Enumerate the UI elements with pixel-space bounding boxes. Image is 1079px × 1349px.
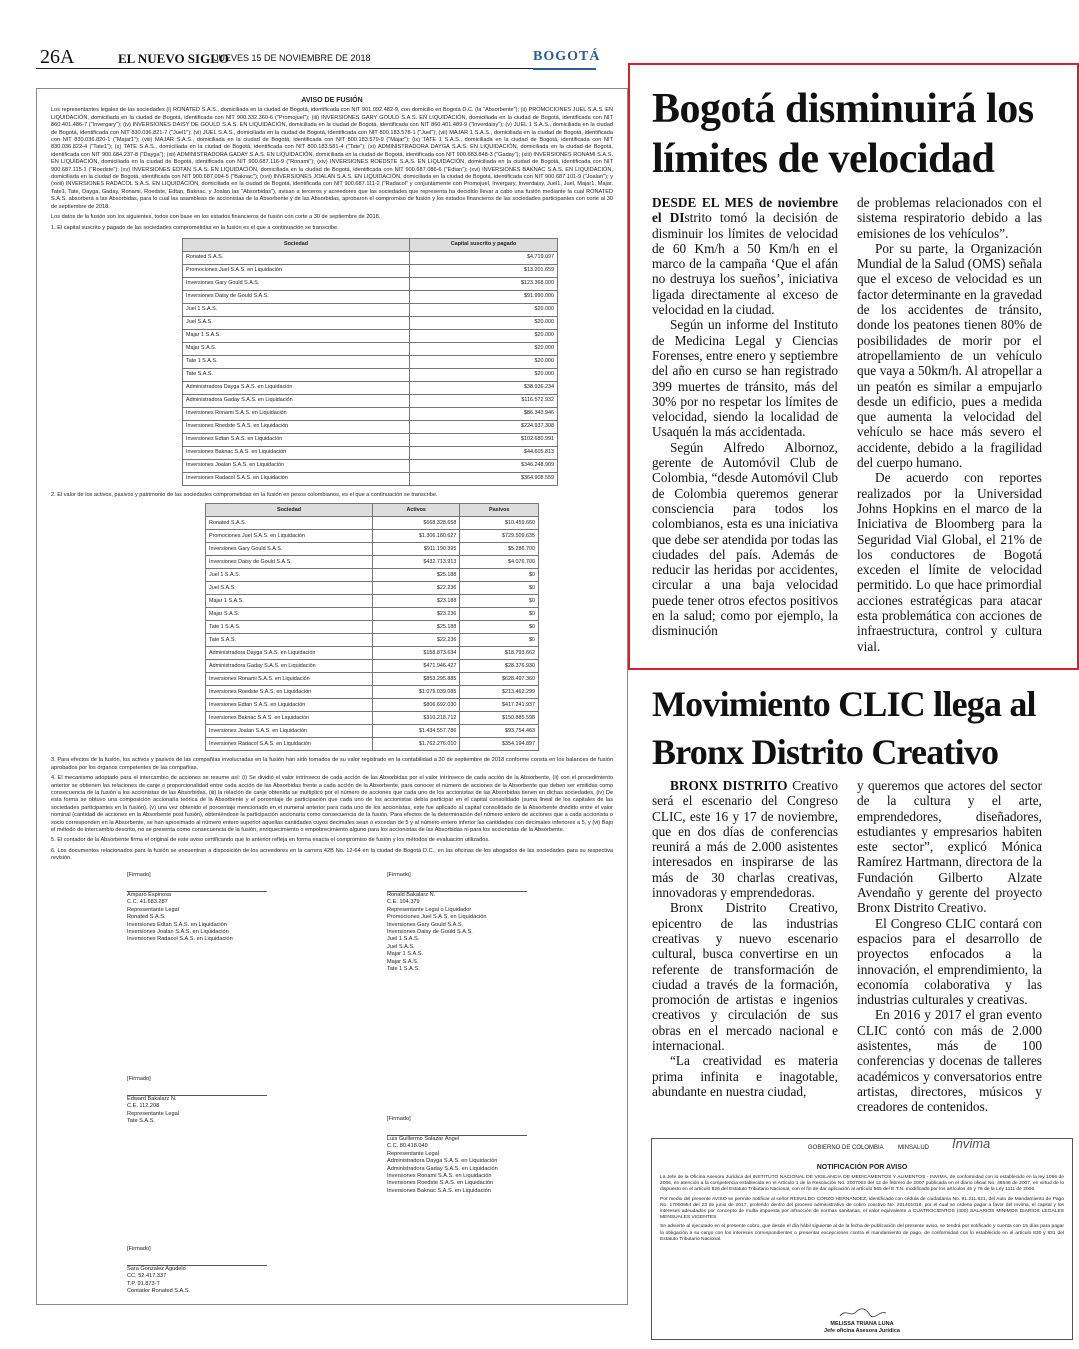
- article1-para: Según Alfredo Albornoz, gerente de Automóvil Club de Colombia, “desde Automóvil Club de Colombia queremos generar consciencia para todos los colombianos, esta es una iniciativa que debe ser atendida por todas las ciudades del país. Además de reducir las heridas por accidentes, circular a una baja velocidad puede tener otros efectos positivos en la salud; como por ejemplo, la disminución: [652, 439, 838, 639]
- newspaper-name: EL NUEVO SIGLO: [118, 51, 229, 66]
- value-cell: $150.885.598: [460, 712, 539, 725]
- article2-headline: Movimiento CLIC llega al Bronx Distrito Creativo: [652, 684, 1036, 772]
- value-cell: $13.201.659: [410, 264, 558, 277]
- value-cell: $28.376.930: [460, 660, 539, 673]
- ad-body: [660, 1175, 1064, 1243]
- company-cell: Inversiones Baknac S.A.S. en Liquidación: [206, 712, 373, 725]
- signature-text: Juel S.A.S.: [387, 943, 415, 950]
- value-cell: $86.343.946: [410, 407, 558, 420]
- signed-mark: [Firmado]: [387, 1115, 411, 1122]
- value-cell: $10.459.660: [460, 517, 539, 530]
- section-underline: [533, 68, 596, 70]
- notice-intro: Los representantes legales de las sociedades (i) RONATED S.A.S., domiciliada en la ciudad de Bogotá, identificada con NIT 901.092.482-9, con domicilio en Bogotá D.C. (la "Absorbente"); (ii) PROMOCIONES JUEL S.A.S. EN LIQUIDACIÓN, domiciliada en la ciudad de Bogotá, identificada con NIT 900.332.360-6 ("Promojuel"); (iii) INVERSIONES GARY GOULD S.A.S. EN LIQUIDACIÓN, domiciliada en la ciudad de Bogotá, identificada con NIT 860.401.486-7 ("Invergary"); (iv) INVERSIONES DAISY DE GOULD S.A.S. EN LIQUIDACIÓN, domiciliada en la ciudad de Bogotá, identificada con NIT 860.401.489-9 ("Inverdaisy"); (v) JUEL 1 S.A.S., domiciliada en la ciudad de Bogotá, identificada con NIT 830.036.821-7 ("Juel1"); (vi) JUEL S.A.S., domiciliada en la ciudad de Bogotá, identificada con NIT 800.183.578-1 ("Juel"); (vii) MAJAR 1 S.A.S., domiciliada en la ciudad de Bogotá, identificada con NIT 830.036.820-1 ("Majar1"); (viii) MAJAR S.A.S., domiciliada en la ciudad de Bogotá, identificada con NIT 800.183.579-9 ("Majar"); (ix) TATE 1 S.A.S., domiciliada en la ciudad de Bogotá, identificada con NIT 830.036.822-4 ("Tate1"); (x) TATE S.A.S., domiciliada en la ciudad de Bogotá, identificada con NIT 800.183.581-4 ("Tate"); (xi) ADMINISTRADORA DAYGA S.A.S. EN LIQUIDACIÓN, domiciliada en la ciudad de Bogotá, identificada con NIT 900.684.237-8 ("Dayga"); (xii) ADMINISTRADORA GADAY S.A.S. EN LIQUIDACIÓN, domiciliada en la ciudad de Bogotá, identificada con NIT 900.683.848-3 ("Gaday"); (xiii) INVERSIONES RONAMI S.A.S. EN LIQUIDACIÓN, domiciliada en la ciudad de Bogotá, identificada con NIT 900.687.116-9 ("Ronami"); (xiv) INVERSIONES ROEDSTE S.A.S. EN LIQUIDACIÓN, domiciliada en la ciudad de Bogotá, identificada con NIT 900.687.115-1 ("Roedste"); (xv) INVERSIONES EDTAN S.A.S. EN LIQUIDACIÓN, domiciliada en la ciudad de Bogotá, identificada con NIT 900.687.086-6 ("Edtan"); (xvi) INVERSIONES BAKNAC S.A.S. EN LIQUIDACIÓN, domiciliada en la ciudad de Bogotá, identificada con NIT 900.687.094-5 ("Baknac"); (xvii) INVERSIONES JOALAN S.A.S. EN LIQUIDACIÓN, domiciliada en la ciudad de Bogotá, identificada con NIT 900.687.101-9 ("Joalan"); y (xviii) INVERSIONES RADACOL S.A.S. EN LIQUIDACIÓN, domiciliada en la ciudad de Bogotá, identificada con NIT 900.687.111-2 ("Radacol" y conjuntamente con Promojuel, Invergary, Inverdaisy, Juel1, Juel, Majar1, Majar, Tate1, Tate, Dayga, Gaday, Ronami, Roedste, Edtan, Baknac, y Joalan las "Absorbidas"), avisan a terceros y acreedores que las sociedades que representa ha decidido llevar a cabo una fusión mediante la cual RONATED S.A.S. absorberá a las Absorbidas, para lo cual las asambleas de accionistas de la Absorbente y de las Absorbidas, aprobaron el compromiso de fusión y los estados financieros de las sociedades participantes con corte al 30 de septiembre de 2018.: [51, 107, 613, 210]
- company-cell: Inversiones Ronami S.A.S. en Liquidación: [206, 673, 373, 686]
- signature-text: Administradora Dayga S.A.S. en Liquidación: [387, 1158, 498, 1165]
- table-row: [183, 355, 558, 368]
- value-cell: $1.434.557.786: [373, 725, 460, 738]
- article1-para: Por su parte, la Organización Mundial de la Salud (OMS) señala que el exceso de velocidad es un factor determinante en la gravedad de los accidentes de tránsito, donde los peatones tienen 80% de posibilidades de morir por el atropellamiento de un vehículo que vaya a 50km/h. Al atropellar a un peatón es similar a empujarlo desde un edificio, pues a medida que aumenta la velocidad del vehículo se hace más severo el accidente, debido a la fragilidad del cuerpo humano.: [857, 240, 1043, 471]
- signed-mark: [Firmado]: [387, 871, 411, 878]
- fusion-notice: [36, 88, 628, 1305]
- table-row: [206, 673, 539, 686]
- value-cell: $20.000: [410, 355, 558, 368]
- value-cell: $116.572.932: [410, 394, 558, 407]
- signature-text: Inversiones Edtan S.A.S. en Liquidación: [127, 921, 227, 928]
- value-cell: $93.754.463: [460, 725, 539, 738]
- signature-text: Sara Gonzalez Agudelo: [127, 1266, 186, 1272]
- table-row: [206, 543, 539, 556]
- company-cell: Majar S.A.S.: [183, 342, 410, 355]
- table-row: [183, 420, 558, 433]
- table-row: [183, 277, 558, 290]
- table-header: Sociedad: [206, 504, 373, 517]
- value-cell: $20.000: [410, 316, 558, 329]
- signature-text: Inversiones Radacol S.A.S. en Liquidación: [127, 936, 233, 943]
- value-cell: $0: [460, 608, 539, 621]
- company-cell: Inversiones Joalan S.A.S. en Liquidación: [183, 459, 410, 472]
- article2-lead: BRONX DISTRITO: [670, 778, 788, 793]
- table-header: Pasivos: [460, 504, 539, 517]
- signature-text: T.P. 91.873-T: [127, 1280, 160, 1287]
- signature-text: Ronated S.A.S.: [127, 914, 166, 921]
- value-cell: $23.188: [373, 595, 460, 608]
- article2-col2: [857, 778, 1042, 1115]
- logo-strip: [802, 1136, 1062, 1161]
- article2-col1: [652, 778, 838, 1099]
- article1-para: Según un informe del Instituto de Medicina Legal y Ciencias Forenses, entre enero y septiembre del año en curso se han registrado 399 muertes de tránsito, más del 30% por no respetar los límites de velocidad, siendo la localidad de Usaquén la más accidentada.: [652, 317, 838, 440]
- article2-para: “La creatividad es materia prima infinita e inagotable, abundante en nuestra ciudad,: [652, 1053, 838, 1099]
- notice-item-5: 5. El contador de la Absorbente firma el original de este aviso certificando que lo anterior refleja en forma exacta el compromiso de fusión y los métodos de evaluación utilizados.: [51, 837, 490, 844]
- notice-item-1: 1. El capital suscrito y pagado de las sociedades comprometidas en la fusión es el que a continuación se transcribe.: [51, 224, 339, 231]
- signature-text: Representante Legal: [127, 1110, 179, 1117]
- table-row: [183, 407, 558, 420]
- value-cell: $20.000: [410, 368, 558, 381]
- notice-item-3: 3. Para efectos de la fusión, los activos y pasivos de las compañías involucradas en la fusión han sido tomados de su valor registrado en la contabilidad a 30 de septiembre de 2018 conforme consta en los balances de fusión aprobados por los órganos competentes de las compañías.: [51, 757, 613, 771]
- company-cell: Inversiones Edtan S.A.S. en Liquidación: [183, 433, 410, 446]
- table-row: [183, 472, 558, 485]
- value-cell: $20.000: [410, 342, 558, 355]
- company-cell: Ronated S.A.S.: [183, 251, 410, 264]
- value-cell: $20.000: [410, 303, 558, 316]
- value-cell: $668.328.658: [373, 517, 460, 530]
- value-cell: $0: [460, 595, 539, 608]
- value-cell: $4.076.700: [460, 556, 539, 569]
- value-cell: $1.079.039.085: [373, 686, 460, 699]
- company-cell: Majar 1 S.A.S.: [206, 595, 373, 608]
- company-cell: Promociones Juel S.A.S. en Liquidación: [206, 530, 373, 543]
- value-cell: $0: [460, 582, 539, 595]
- value-cell: $123.368.000: [410, 277, 558, 290]
- value-cell: $158.873.634: [373, 647, 460, 660]
- invima-notice: [651, 1138, 1073, 1340]
- assets-table: [205, 503, 539, 751]
- table-row: [206, 569, 539, 582]
- value-cell: $25.188: [373, 569, 460, 582]
- value-cell: $806.692.030: [373, 699, 460, 712]
- value-cell: $0: [460, 634, 539, 647]
- company-cell: Promociones Juel S.A.S. en Liquidación: [183, 264, 410, 277]
- value-cell: $1.306.180.627: [373, 530, 460, 543]
- signature-text: C.C. 80.418.049: [387, 1143, 428, 1150]
- signature-text: Inversiones Joalan S.A.S. en Liquidación: [127, 929, 229, 936]
- company-cell: Inversiones Gary Gould S.A.S.: [183, 277, 410, 290]
- ad-title: NOTIFICACIÓN POR AVISO: [816, 1164, 908, 1171]
- signature-text: Representante Legal: [127, 906, 179, 913]
- value-cell: $22.236: [373, 582, 460, 595]
- company-cell: Juel 1 S.A.S.: [183, 303, 410, 316]
- company-cell: Tate S.A.S.: [206, 634, 373, 647]
- table-header: Activos: [373, 504, 460, 517]
- notice-item-4: 4. El mecanismo adoptado para el intercambio de acciones se resume así: (i) Se dividió el valor intrínseco de cada acción de las Absorbidas por el valor intrínseco de cada acción de la Absorbente, (ii) con el procedimiento anterior se obtienen las relaciones de canje o proporcionalidad entre cada acción de las Absorbidas frente a cada acción de la Absorbente, para conocer el número de acciones de la Absorbente que deben ser emitidas como consecuencia de la fusión a los accionistas de las Absorbidas, (iii) la relación de canje obtenida se multiplicó por el número de acciones que cada uno de los accionistas de las Absorbidas tienen en dichas sociedades, (iv) De esta forma se obtuvo una composición accionaria teórica de la Absorbente y el porcentaje de participación que cada uno de los accionistas debía participar en el capital consolidado (suma lineal de los capitales de las sociedades participantes en la fusión), (v) una vez obtenido el porcentaje mencionado en el numeral anterior para cada uno de los accionistas, este fue aplicado al capital consolidado de la Absorbente dividido entre el valor nominal (cantidad de acciones en la Absorbente post fusión), obteniéndose la participación accionaria como consecuencia de la fusión. Para efectos de la determinación del número entero de acciones que a cada accionista o socio corresponden en la Absorbente, se han aproximado al número entero superior aquellas cantidades cuyos decimales sean o excedan de 5 y al número entero inferior las cantidades con decimales inferiores a 5, y (vi) Bajo el método de intercambio descrito, no se presenta como consecuencia de la fusión, enriquecimiento o empobrecimiento alguno para los accionistas de las Absorbidas ni para los accionistas de la Absorbente.: [51, 775, 613, 833]
- table-row: [206, 556, 539, 569]
- table-row: [206, 660, 539, 673]
- signature-text: C.E. 112.208: [127, 1103, 160, 1110]
- signature-icon: [838, 1307, 888, 1319]
- signer-name: MELISSA TRIANA LUNA: [830, 1321, 894, 1327]
- table-row: [206, 647, 539, 660]
- signature-text: Inversiones Ronami S.A.S. en Liquidación: [387, 1173, 492, 1180]
- article1-para: de problemas relacionados con el sistema respiratorio debido a las emisiones de los vehículos”.: [857, 195, 1042, 241]
- article2-para: y queremos que actores del sector de la cultura y el arte, emprendedores, diseñadores, estudiantes y empresarios habiten este sector”, explicó Mónica Ramírez Hartmann, directora de la Fundación Gilberto Alzate Avendaño y gerente del proyecto Bronx Distrito Creativo.: [857, 778, 1042, 916]
- company-cell: Tate S.A.S.: [183, 368, 410, 381]
- company-cell: Inversiones Ronami S.A.S. en Liquidación: [183, 407, 410, 420]
- table-row: [206, 517, 539, 530]
- company-cell: Inversiones Gary Gould S.A.S.: [206, 543, 373, 556]
- value-cell: $91.990.000: [410, 290, 558, 303]
- article2-para: BRONX DISTRITO Creativo será el escenario del Congreso CLIC, este 16 y 17 de noviembre, que en dos días de conferencias reunirá a más de 2.000 asistentes interesados en inspirarse de las más de 30 charlas creativas, innovadoras y emprendedoras.: [652, 778, 838, 901]
- table-row: [183, 459, 558, 472]
- table-row: [206, 530, 539, 543]
- signature-text: C.C. 41.683.287: [127, 899, 168, 906]
- company-cell: Inversiones Roedste S.A.S. en Liquidación: [183, 420, 410, 433]
- table-header: Capital suscrito y pagado: [410, 238, 558, 251]
- table-row: [183, 290, 558, 303]
- notice-item-6: 6. Los documentos relacionados para la fusión se encuentran a disposición de los acreedores en la carrera 42B No. 12-64 en la ciudad de Bogotá D.C., en las oficinas de los abogados de las sociedades para su respectiva revisión.: [51, 847, 613, 862]
- article1-col1: [652, 195, 838, 639]
- table-row: [183, 329, 558, 342]
- company-cell: Administradora Dayga S.A.S. en Liquidación: [183, 381, 410, 394]
- company-cell: Inversiones Daisy de Gould S.A.S.: [206, 556, 373, 569]
- value-cell: $911.190.395: [373, 543, 460, 556]
- company-cell: Inversiones Radacol S.A.S. en Liquidación: [206, 738, 373, 751]
- gobierno-logo: GOBIERNO DE COLOMBIA: [808, 1145, 884, 1151]
- value-cell: $20.000: [410, 329, 558, 342]
- ad-paragraph: Por medio del presente AVISO se permite notificar al señor REINALDO CORZO HERNANDEZ, identificado con cédula de ciudadanía No. 91.211.621, del Auto de Mandamiento de Pago No. 17000954 del 23 de junio de 2017, proferido dentro del proceso administrativo de cobro coactivo No. 201401018, por el cual se ordena pagar a favor del Invima, el capital y los intereses adeudados por concepto de multa impuesta por infracción de normas sanitarias, el valor equivalente a CUATROCIENTOS (400) SALARIOS MINIMOS DIARIOS LEGALES MENSUALES VIGENTES.: [660, 1196, 1064, 1221]
- signature-text: Representante Legal: [387, 1150, 439, 1157]
- table-row: [183, 394, 558, 407]
- table-row: [183, 342, 558, 355]
- value-cell: $354.194.897: [460, 738, 539, 751]
- value-cell: $224.937.308: [410, 420, 558, 433]
- signature-text: C.E. 104.379: [387, 899, 420, 906]
- table-row: [183, 433, 558, 446]
- signature-block: [387, 1116, 597, 1196]
- value-cell: $18.793.662: [460, 647, 539, 660]
- signature-text: Tate 1 S.A.S.: [387, 966, 420, 973]
- minsalud-logo: MINSALUD: [898, 1145, 930, 1151]
- table-row: [206, 725, 539, 738]
- company-cell: Inversiones Baknac S.A.S. en Liquidación: [183, 446, 410, 459]
- signature-block: [127, 1076, 337, 1126]
- company-cell: Inversiones Daisy de Gould S.A.S.: [183, 290, 410, 303]
- signature-text: Tate S.A.S.: [127, 1118, 155, 1125]
- company-cell: Inversiones Edtan S.A.S. en Liquidación: [206, 699, 373, 712]
- article1-lead: DESDE EL MES de noviembre el DI: [652, 195, 838, 226]
- company-cell: Inversiones Joalan S.A.S. en Liquidación: [206, 725, 373, 738]
- article2-para: En 2016 y 2017 el gran evento CLIC contó con más de 2.000 asistentes, más de 100 conferencias y docenas de talleres académicos y conversatorios entre artistas, directores, músicos y creadores de contenidos.: [857, 1007, 1042, 1115]
- signature-text: Contador Ronated S.A.S.: [127, 1288, 191, 1295]
- signature-text: Promociones Juel S.A.S. en Liquidación: [387, 914, 487, 921]
- value-cell: $4.719.097: [410, 251, 558, 264]
- article1-col2: [857, 195, 1042, 654]
- article1-para: De acuerdo con reportes realizados por la Universidad Johns Hopkins en el marco de la Iniciativa de Bloomberg para la Seguridad Vial Global, el 21% de los conductores de Bogotá exceden el límite de velocidad permitido. Lo que hace primordial acciones estratégicas para atacar esta problemática con acciones de infraestructura, control y cultura vial.: [857, 470, 1042, 654]
- table-row: [206, 686, 539, 699]
- signature-text: Inversiones Baknac S.A.S. en Liquidación: [387, 1187, 491, 1194]
- signature-block: [127, 872, 337, 944]
- table-row: [183, 316, 558, 329]
- company-cell: Juel S.A.S.: [206, 582, 373, 595]
- company-cell: Juel S.A.S.: [183, 316, 410, 329]
- value-cell: $5.286.700: [460, 543, 539, 556]
- value-cell: $102.680.991: [410, 433, 558, 446]
- value-cell: $346.248.909: [410, 459, 558, 472]
- signature-block: [127, 1246, 337, 1296]
- page-header: [36, 44, 601, 69]
- signature-text: Amparo Espinosa: [127, 892, 172, 898]
- signature-text: Inversiones Gary Gould S.A.S.: [387, 921, 464, 928]
- table-row: [183, 368, 558, 381]
- table-row: [206, 634, 539, 647]
- table-row: [206, 621, 539, 634]
- company-cell: Administradora Gaday S.A.S. en Liquidación: [206, 660, 373, 673]
- value-cell: $0: [460, 621, 539, 634]
- article2-para: Bronx Distrito Creativo, epicentro de las industrias creativas y nuevo escenario cultural, busca convertirse en un referente de transformación de ciudad a través de la formación, promoción de artistas e ingenios creativos y circulación de sus obras en el mercado nacional e internacional.: [652, 900, 838, 1054]
- value-cell: $417.241.937: [460, 699, 539, 712]
- company-cell: Juel 1 S.A.S.: [206, 569, 373, 582]
- signature-text: Edward Bakalarz N.: [127, 1096, 177, 1102]
- value-cell: $364.908.559: [410, 472, 558, 485]
- company-cell: Inversiones Roedste S.A.S. en Liquidación: [206, 686, 373, 699]
- signed-mark: [Firmado]: [127, 1075, 151, 1082]
- signature-text: Representante Legal o Liquidador: [387, 906, 472, 913]
- company-cell: Administradora Gaday S.A.S. en Liquidación: [183, 394, 410, 407]
- value-cell: $23.236: [373, 608, 460, 621]
- notice-data-intro: Los datos de la fusión son los siguientes, todos con base en los estados financieros de fusión con corte a 30 de septiembre de 2018.: [51, 214, 381, 221]
- signer-position: Jefe oficina Asesora Jurídica: [824, 1328, 900, 1334]
- company-cell: Administradora Dayga S.A.S. en Liquidación: [206, 647, 373, 660]
- table-row: [183, 303, 558, 316]
- invima-logo: Invima: [952, 1136, 991, 1151]
- value-cell: $22.236: [373, 634, 460, 647]
- signed-mark: [Firmado]: [127, 871, 151, 878]
- company-cell: Inversiones Radacol S.A.S. en Liquidación: [183, 472, 410, 485]
- signature-block: [387, 872, 597, 974]
- signature-text: Majar 1 S.A.S.: [387, 951, 424, 958]
- company-cell: Tate 1 S.A.S.: [206, 621, 373, 634]
- table-row: [183, 446, 558, 459]
- value-cell: $1.762.276.010: [373, 738, 460, 751]
- notice-title: AVISO DE FUSIÓN: [301, 97, 363, 104]
- value-cell: $0: [460, 569, 539, 582]
- table-header: Sociedad: [183, 238, 410, 251]
- value-cell: $25.188: [373, 621, 460, 634]
- page-number: 26A: [40, 46, 75, 68]
- article2-para: El Congreso CLIC contará con espacios para el desarrollo de proyectos enfocados a la innovación, el emprendimiento, la economía colaborativa y las industrias culturales y creativas.: [857, 915, 1042, 1008]
- table-row: [206, 582, 539, 595]
- company-cell: Majar S.A.S.: [206, 608, 373, 621]
- article1-headline: Bogotá disminuirá los límites de velocidad: [652, 86, 1034, 182]
- article1-para: DESDE EL MES de noviembre el DIstrito tomó la decisión de disminuir los límites de velocidad de 60 Km/h a 50 Km/h en el marco de la campaña ‘Que el afán no destruya los sueños’, iniciativa ligada directamente al exceso de velocidad en la ciudad.: [652, 195, 838, 318]
- company-cell: Majar 1 S.A.S.: [183, 329, 410, 342]
- table-row: [183, 251, 558, 264]
- signature-text: Luis Guillermo Salazar Ángel: [387, 1136, 460, 1142]
- ad-paragraph: Se advierte al ejecutado en el presente cobro, que desde el día hábil siguiente al de la fecha de publicación del presente aviso, se tendrá por notificado y cuenta con 15 días para pagar la obligación a su cargo con los intereses correspondientes o presentar excepciones contra el mandamiento de pago, de conformidad con lo establecido en el artículo 830 y 831 del Estatuto Tributario Nacional.: [660, 1224, 1064, 1242]
- value-cell: $471.946.427: [373, 660, 460, 673]
- table-row: [206, 738, 539, 751]
- signatures: [37, 866, 627, 1305]
- signature-text: Juel 1 S.A.S.: [387, 936, 420, 943]
- value-cell: $213.462.299: [460, 686, 539, 699]
- table-row: [206, 608, 539, 621]
- signature-text: CC. 52.417.337: [127, 1273, 167, 1280]
- company-cell: Ronated S.A.S.: [206, 517, 373, 530]
- signed-mark: [Firmado]: [127, 1245, 151, 1252]
- table-row: [183, 381, 558, 394]
- notice-item-2: 2. El valor de los activos, pasivos y patrimonio de las sociedades comprometidas en la fusión en pesos colombianos, es el que a continuación se transcribe.: [51, 491, 438, 498]
- table-row: [206, 699, 539, 712]
- signature-text: Ronald Bakalarz N.: [387, 892, 436, 898]
- signature-text: Administradora Gaday S.A.S. en Liquidación: [387, 1165, 498, 1172]
- company-cell: Tate 1 S.A.S.: [183, 355, 410, 368]
- signature-text: Inversiones Roedste S.A.S. en Liquidación: [387, 1180, 494, 1187]
- ad-paragraph: La Jefe de la Oficina Asesora Jurídica del INSTITUTO NACIONAL DE VIGILANCIA DE MEDICAMENTOS Y ALIMENTOS - INVIMA, de conformidad con lo establecido en la ley 1066 de 2006, en atención a la competencia establecida en el Artículo 1 de la Resolución No. 2007002 del 12 de febrero de 2007 publicada en el diario oficial No. 46548 de 2007, en virtud de lo dispuesto en el artículo 826 del Estatuto Tributario Nacional, con el fin de dar aplicación al artículo 565 del E.T.N. modificado por los artículos 45 y 76 de la Ley 1111 de 2006.: [660, 1175, 1064, 1193]
- value-cell: $853.295.885: [373, 673, 460, 686]
- value-cell: $38.936.234: [410, 381, 558, 394]
- value-cell: $44.605.813: [410, 446, 558, 459]
- value-cell: $310.218.712: [373, 712, 460, 725]
- table-row: [183, 264, 558, 277]
- value-cell: $432.713.913: [373, 556, 460, 569]
- capital-table: [182, 238, 558, 486]
- signature-text: Majar S.A.S.: [387, 958, 419, 965]
- signature-text: Inversiones Daisy de Gould S.A.S.: [387, 929, 473, 936]
- section-name: BOGOTÁ: [533, 49, 601, 64]
- value-cell: $628.497.360: [460, 673, 539, 686]
- table-row: [206, 712, 539, 725]
- value-cell: $729.509.635: [460, 530, 539, 543]
- table-row: [206, 595, 539, 608]
- issue-date: JUEVES 15 DE NOVIEMBRE DE 2018: [214, 53, 371, 63]
